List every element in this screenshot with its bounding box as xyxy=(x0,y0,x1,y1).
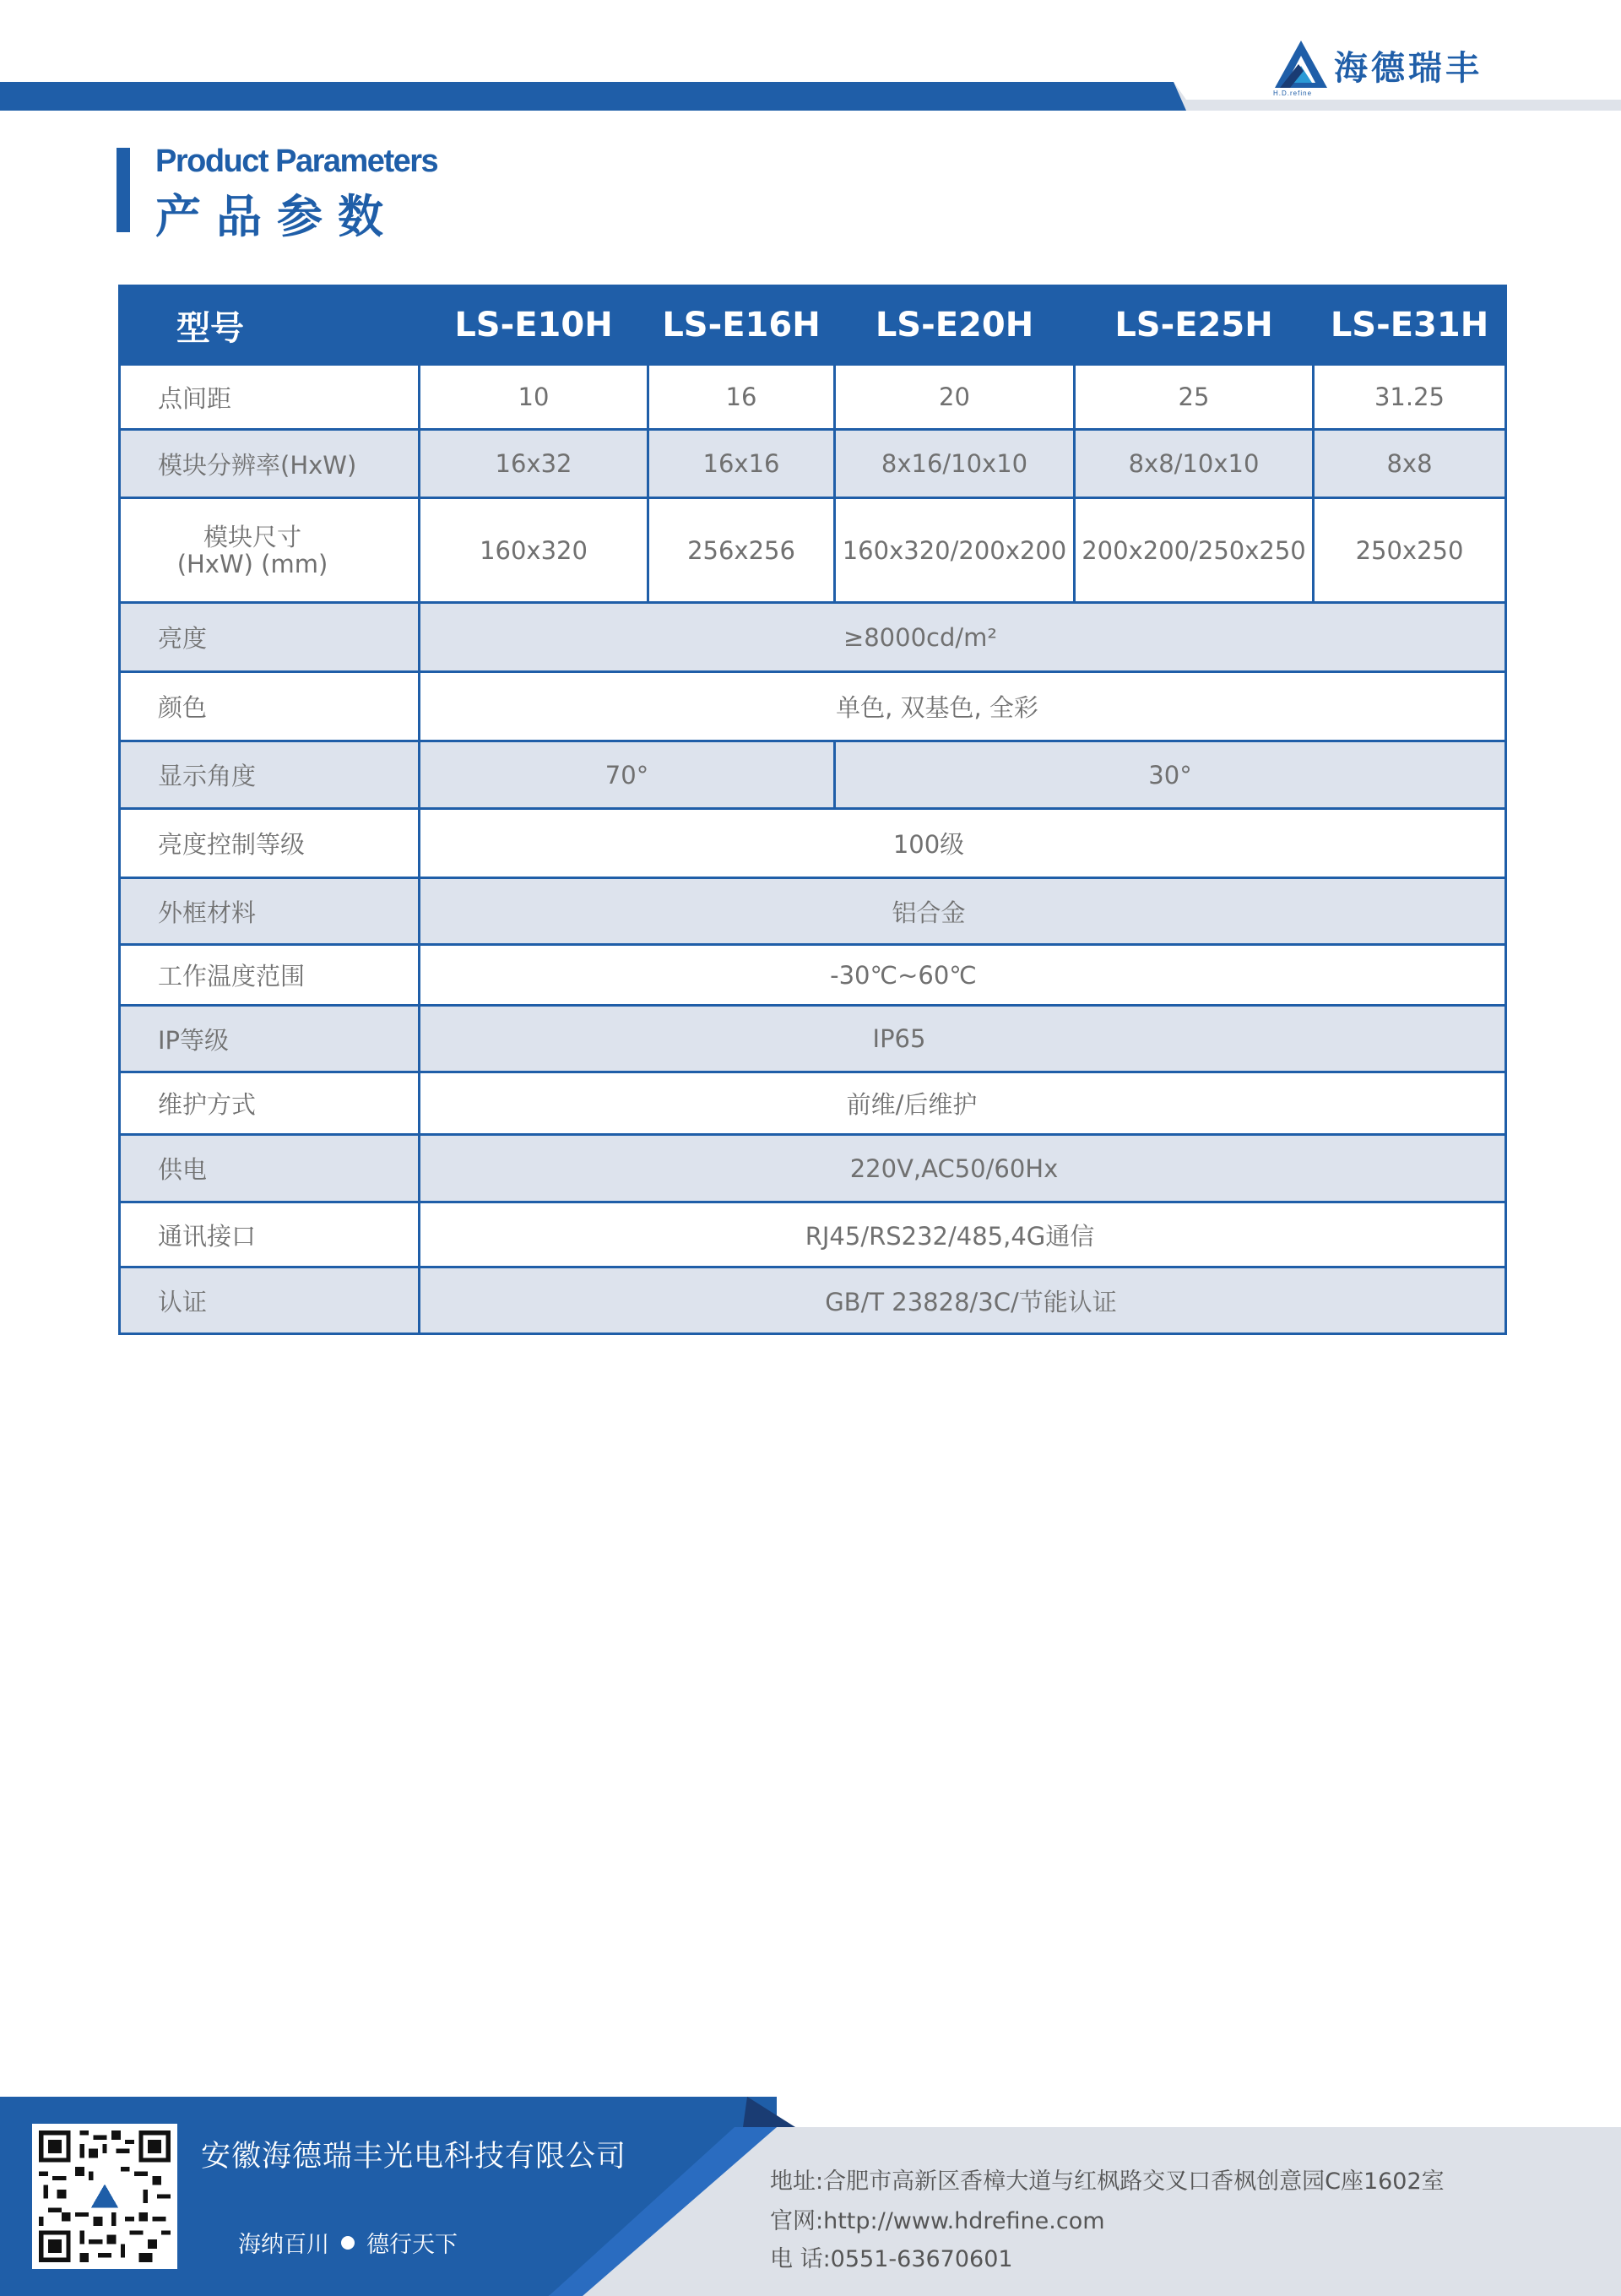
row-label: 模块分辨率(HxW) xyxy=(120,430,420,498)
table-row xyxy=(120,878,1506,945)
footer-slogan xyxy=(238,2226,458,2259)
table-cell: 20 xyxy=(835,365,1075,430)
logo-text: 海德瑞丰 xyxy=(1334,48,1483,88)
table-cell: 256x256 xyxy=(648,498,835,603)
table-cell: 16x16 xyxy=(648,430,835,498)
footer-website[interactable]: 官网:http://www.hdrefine.com xyxy=(770,2208,1105,2234)
row-label: 亮度 xyxy=(120,603,420,672)
table-cell: RJ45/RS232/485,4G通信 xyxy=(420,1202,1506,1267)
table-row xyxy=(120,1267,1506,1334)
table-cell: 8x8 xyxy=(1314,430,1506,498)
table-row xyxy=(120,1072,1506,1135)
row-label: IP等级 xyxy=(120,1006,420,1072)
table-cell: 100级 xyxy=(420,809,1506,878)
row-label: 亮度控制等级 xyxy=(120,809,420,878)
table-cell: 铝合金 xyxy=(420,878,1506,945)
table-cell: 8x16/10x10 xyxy=(835,430,1075,498)
table-row xyxy=(120,1006,1506,1072)
header-model-3: LS-E20H xyxy=(835,286,1075,365)
row-label: 维护方式 xyxy=(120,1072,420,1135)
table-row xyxy=(120,365,1506,430)
table-cell: 200x200/250x250 xyxy=(1075,498,1314,603)
table-row xyxy=(120,809,1506,878)
table-cell: ≥8000cd/m² xyxy=(420,603,1506,672)
table-row xyxy=(120,741,1506,809)
table-row xyxy=(120,945,1506,1006)
table-row xyxy=(120,1202,1506,1267)
table-cell: 16 xyxy=(648,365,835,430)
table-row xyxy=(120,1135,1506,1202)
qr-code xyxy=(32,2124,177,2269)
row-label: 显示角度 xyxy=(120,741,420,809)
title-accent-bar xyxy=(117,148,130,232)
table-cell: 70° xyxy=(420,741,835,809)
company-logo xyxy=(1273,35,1483,95)
row-label-line1: 模块尺寸 xyxy=(203,522,301,551)
table-row xyxy=(120,498,1506,603)
product-parameters-table xyxy=(118,285,1507,1335)
table-row xyxy=(120,430,1506,498)
row-label: 认证 xyxy=(120,1267,420,1334)
table-cell: 前维/后维护 xyxy=(420,1072,1506,1135)
table-row xyxy=(120,603,1506,672)
table-cell: 16x32 xyxy=(420,430,648,498)
qr-code-icon xyxy=(39,2130,171,2262)
footer-phone: 电 话:0551-63670601 xyxy=(770,2246,1013,2272)
header-model-5: LS-E31H xyxy=(1314,286,1506,365)
row-label: 点间距 xyxy=(120,365,420,430)
table-cell: 25 xyxy=(1075,365,1314,430)
table-cell: 220V,AC50/60Hx xyxy=(420,1135,1506,1202)
row-label-line2: (HxW) (mm) xyxy=(176,549,328,578)
row-label: 工作温度范围 xyxy=(120,945,420,1006)
page-title-en: Product Parameters xyxy=(155,144,438,179)
page-title-cn: 产品参数 xyxy=(155,190,398,243)
row-label: 外框材料 xyxy=(120,878,420,945)
footer-company-name: 安徽海德瑞丰光电科技有限公司 xyxy=(201,2140,627,2174)
header-model-4: LS-E25H xyxy=(1075,286,1314,365)
table-header-row xyxy=(120,286,1506,365)
table-cell: 160x320/200x200 xyxy=(835,498,1075,603)
row-label: 供电 xyxy=(120,1135,420,1202)
table-row xyxy=(120,672,1506,741)
table-cell: IP65 xyxy=(420,1006,1506,1072)
bullet-dot-icon xyxy=(341,2236,355,2250)
table-cell: 8x8/10x10 xyxy=(1075,430,1314,498)
row-label: 颜色 xyxy=(120,672,420,741)
table-cell: -30℃~60℃ xyxy=(420,945,1506,1006)
header-model-2: LS-E16H xyxy=(648,286,835,365)
header-model-1: LS-E10H xyxy=(420,286,648,365)
logo-subtext: H.D.refine xyxy=(1273,90,1313,97)
header-model-label: 型号 xyxy=(120,286,420,365)
slogan-left: 海纳百川 xyxy=(238,2232,329,2258)
logo-triangle-icon xyxy=(1273,37,1329,93)
row-label xyxy=(120,498,420,603)
table-cell: 31.25 xyxy=(1314,365,1506,430)
table-cell: 250x250 xyxy=(1314,498,1506,603)
table-cell: 160x320 xyxy=(420,498,648,603)
slogan-right: 德行天下 xyxy=(366,2232,458,2258)
row-label: 通讯接口 xyxy=(120,1202,420,1267)
footer-address: 地址:合肥市高新区香樟大道与红枫路交叉口香枫创意园C座1602室 xyxy=(770,2168,1445,2195)
table-cell: GB/T 23828/3C/节能认证 xyxy=(420,1267,1506,1334)
table-cell: 单色, 双基色, 全彩 xyxy=(420,672,1506,741)
table-cell: 10 xyxy=(420,365,648,430)
table-cell: 30° xyxy=(835,741,1506,809)
